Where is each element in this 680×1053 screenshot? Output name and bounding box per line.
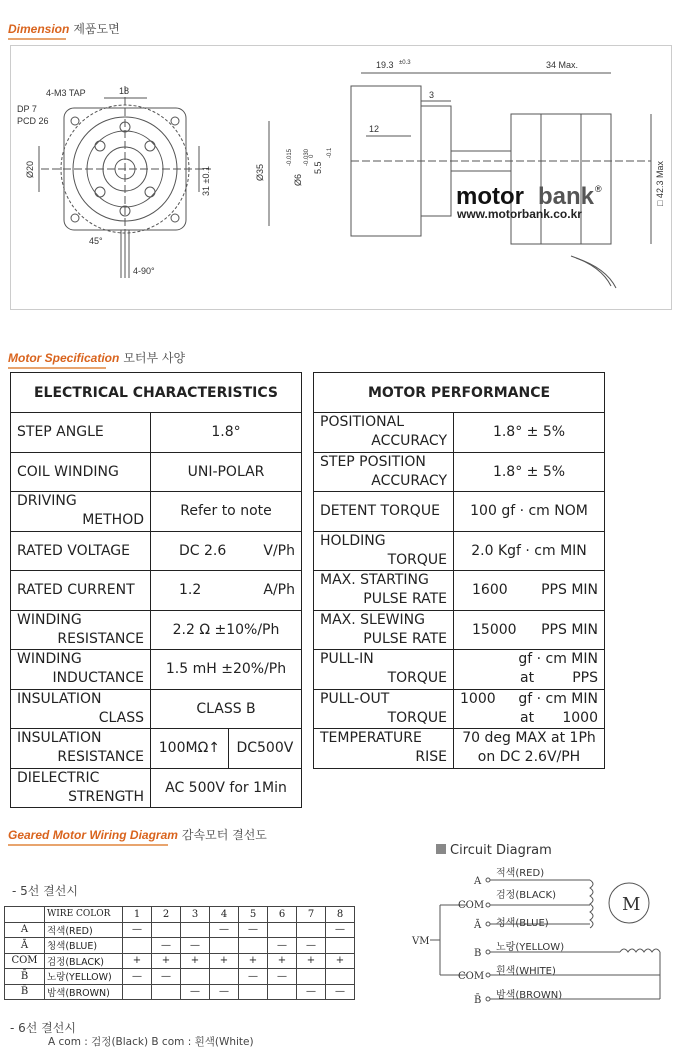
svg-text:-0.015: -0.015 xyxy=(287,148,293,166)
performance-row xyxy=(314,650,605,690)
spec-label: DETENT TORQUE xyxy=(314,492,454,532)
performance-row xyxy=(314,689,605,729)
performance-row xyxy=(314,610,605,650)
performance-row xyxy=(314,531,605,571)
pin-header: 5 xyxy=(239,907,268,923)
electrical-row xyxy=(11,729,302,769)
spec-label: MAX. SLEWING PULSE RATE xyxy=(314,610,454,650)
svg-text:bank: bank xyxy=(538,183,595,210)
spec-value: gf · cm MIN at PPS xyxy=(454,650,605,690)
svg-text:5.5: 5.5 xyxy=(313,161,323,174)
spec-label: HOLDING TORQUE xyxy=(314,531,454,571)
svg-text:VM: VM xyxy=(412,936,430,947)
performance-row xyxy=(314,413,605,453)
svg-text:-0.030: -0.030 xyxy=(304,148,310,166)
svg-text:34 Max.: 34 Max. xyxy=(546,60,579,70)
spec-value: 15000 PPS MIN xyxy=(454,610,605,650)
spec-label: RATED CURRENT xyxy=(11,571,151,611)
svg-text:18: 18 xyxy=(119,86,130,96)
pin-header: 1 xyxy=(123,907,152,923)
svg-text:검정(BLACK): 검정(BLACK) xyxy=(496,890,556,901)
spec-value: 1000 gf · cm MIN at 1000 xyxy=(454,689,605,729)
spec-label: WINDING INDUCTANCE xyxy=(11,650,151,690)
spec-label: STEP ANGLE xyxy=(11,413,151,453)
svg-text:□ 42.3 Max: □ 42.3 Max xyxy=(655,161,665,206)
dimension-drawing xyxy=(10,45,672,310)
pin-header: 7 xyxy=(297,907,326,923)
svg-text:B̄: B̄ xyxy=(474,995,482,1006)
electrical-row xyxy=(11,689,302,729)
svg-text:-0.1: -0.1 xyxy=(327,147,333,158)
wire-row: B̄ 노랑(YELLOW) — — — — xyxy=(5,969,355,985)
wire-row: COM 검정(BLACK) + + + + + + + + xyxy=(5,953,355,969)
spec-label: RATED VOLTAGE xyxy=(11,531,151,571)
svg-text:적색(RED): 적색(RED) xyxy=(496,868,545,879)
pin-header: 8 xyxy=(326,907,355,923)
spec-value: DC 2.6 V/Ph xyxy=(151,531,302,571)
svg-text:Ø35: Ø35 xyxy=(255,163,265,181)
spec-title: Motor Specification 모터부 사양 xyxy=(8,349,185,366)
electrical-row xyxy=(11,650,302,690)
spec-value: AC 500V for 1Min xyxy=(151,768,302,808)
svg-text:4-90°: 4-90° xyxy=(133,266,155,276)
spec-label: INSULATION RESISTANCE xyxy=(11,729,151,769)
electrical-table: ELECTRICAL CHARACTERISTICS STEP ANGLE 1.8° COIL WINDING UNI-POLAR DRIVING METHOD Refer to note RATED VOLTAGE DC 2.6 V/Ph RATED CURRENT 1.2 A/Ph WINDING RESISTANCE 2.2 Ω ±10%/Ph WINDING INDUCTANCE 1.5 mH ±20%/Ph INSULATION CLASS CLASS B INSULATION RESISTANCE 100MΩ↑ DC500V DIELECTRIC STRENGTH AC 500V for 1Min xyxy=(10,372,302,808)
spec-value-2: DC500V xyxy=(228,729,301,769)
spec-value: 1600 PPS MIN xyxy=(454,571,605,611)
spec-label: DRIVING METHOD xyxy=(11,492,151,532)
svg-text:B: B xyxy=(474,948,482,959)
spec-label: MAX. STARTING PULSE RATE xyxy=(314,571,454,611)
electrical-row xyxy=(11,492,302,532)
spec-value: 70 deg MAX at 1Ph on DC 2.6V/PH xyxy=(454,729,605,769)
tap-label: 4-M3 TAP xyxy=(46,88,86,98)
spec-label: DIELECTRIC STRENGTH xyxy=(11,768,151,808)
circuit-diagram xyxy=(400,838,670,1018)
spec-value: 1.5 mH ±20%/Ph xyxy=(151,650,302,690)
svg-text:A: A xyxy=(474,876,482,887)
svg-text:PCD 26: PCD 26 xyxy=(17,116,49,126)
spec-label: POSITIONAL ACCURACY xyxy=(314,413,454,453)
spec-label: WINDING RESISTANCE xyxy=(11,610,151,650)
spec-label: COIL WINDING xyxy=(11,452,151,492)
spec-value: 2.2 Ω ±10%/Ph xyxy=(151,610,302,650)
svg-text:노랑(YELLOW): 노랑(YELLOW) xyxy=(496,942,565,953)
wire-row: A 적색(RED) — — — — xyxy=(5,922,355,938)
svg-text:±0.3: ±0.3 xyxy=(399,60,411,66)
spec-value: 1.8° ± 5% xyxy=(454,413,605,453)
spec-value: 1.8° xyxy=(151,413,302,453)
brand-url: www.motorbank.co.kr xyxy=(457,207,582,221)
svg-text:COM: COM xyxy=(458,971,485,982)
five-wire-title: - 5선 결선시 xyxy=(12,884,78,898)
spec-value: 100 gf · cm NOM xyxy=(454,492,605,532)
performance-row xyxy=(314,452,605,492)
svg-text:M: M xyxy=(622,894,641,915)
svg-text:12: 12 xyxy=(369,124,380,134)
svg-text:COM: COM xyxy=(458,900,485,911)
performance-row xyxy=(314,729,605,769)
spec-value: 1.8° ± 5% xyxy=(454,452,605,492)
spec-label: STEP POSITION ACCURACY xyxy=(314,452,454,492)
svg-text:Ø20: Ø20 xyxy=(25,160,35,178)
spec-label: INSULATION CLASS xyxy=(11,689,151,729)
electrical-row xyxy=(11,571,302,611)
wire-row: B̄ 밤색(BROWN) — — — — xyxy=(5,984,355,1000)
svg-text:3: 3 xyxy=(429,90,435,100)
svg-text:Ā: Ā xyxy=(474,920,482,931)
electrical-row xyxy=(11,610,302,650)
performance-table: MOTOR PERFORMANCE POSITIONAL ACCURACY 1.8° ± 5% STEP POSITION ACCURACY 1.8° ± 5% DETENT TORQUE 100 gf · cm NOM HOLDING TORQUE 2.0 Kgf · cm MIN MAX. STARTING PULSE RATE 1600 PPS MIN MAX. SLEWING PULSE RATE 15000 PPS MIN PULL-IN TORQUE gf · cm MIN at PPS PULL-OUT TORQUE 1000 gf · cm MIN at 1000 TEMPERATURE RISE 70 deg MAX at 1Ph on DC 2.6V/PH xyxy=(313,372,605,769)
electrical-row xyxy=(11,768,302,808)
spec-value: 1.2 A/Ph xyxy=(151,571,302,611)
wire-color-table: WIRE COLOR 1 2 3 4 5 6 7 8 A 적색(RED) — — — — Ā 청색(BLUE) — — — — COM 검정(BLACK) + + + + + + + + B̄ 노랑(YELLOW) — — — — B̄ 밤색(BROWN) — — — — xyxy=(4,906,355,1000)
svg-text:흰색(WHITE): 흰색(WHITE) xyxy=(496,966,556,977)
svg-text:DP 7: DP 7 xyxy=(17,104,37,114)
wiring-title: Geared Motor Wiring Diagram 감속모터 결선도 xyxy=(8,826,267,843)
brand-logo: motor xyxy=(456,183,524,210)
spec-value: 100MΩ↑ xyxy=(151,729,229,769)
wire-row: Ā 청색(BLUE) — — — — xyxy=(5,938,355,954)
pin-header: 3 xyxy=(181,907,210,923)
svg-text:밤색(BROWN): 밤색(BROWN) xyxy=(496,990,563,1001)
dimension-title: Dimension 제품도면 xyxy=(8,20,120,37)
pin-header: 4 xyxy=(210,907,239,923)
performance-row xyxy=(314,571,605,611)
electrical-row xyxy=(11,452,302,492)
spec-label: PULL-OUT TORQUE xyxy=(314,689,454,729)
electrical-row xyxy=(11,413,302,453)
svg-text:19.3: 19.3 xyxy=(376,60,394,70)
spec-label: TEMPERATURE RISE xyxy=(314,729,454,769)
spec-label: PULL-IN TORQUE xyxy=(314,650,454,690)
spec-value: Refer to note xyxy=(151,492,302,532)
svg-text:0: 0 xyxy=(309,154,315,158)
spec-value: 2.0 Kgf · cm MIN xyxy=(454,531,605,571)
electrical-row xyxy=(11,531,302,571)
six-wire-note: A com : 검정(Black) B com : 흰색(White) xyxy=(48,1036,254,1048)
spec-value: UNI-POLAR xyxy=(151,452,302,492)
svg-text:45°: 45° xyxy=(89,236,103,246)
six-wire-title: - 6선 결선시 xyxy=(10,1021,76,1035)
svg-text:청색(BLUE): 청색(BLUE) xyxy=(496,918,549,929)
pin-header: 2 xyxy=(152,907,181,923)
svg-text:Ø6: Ø6 xyxy=(293,173,303,186)
pin-header: 6 xyxy=(268,907,297,923)
spec-value: CLASS B xyxy=(151,689,302,729)
circuit-title: Circuit Diagram xyxy=(450,843,552,858)
svg-text:®: ® xyxy=(595,184,602,194)
performance-row xyxy=(314,492,605,532)
svg-text:31 ±0.1: 31 ±0.1 xyxy=(201,166,211,196)
